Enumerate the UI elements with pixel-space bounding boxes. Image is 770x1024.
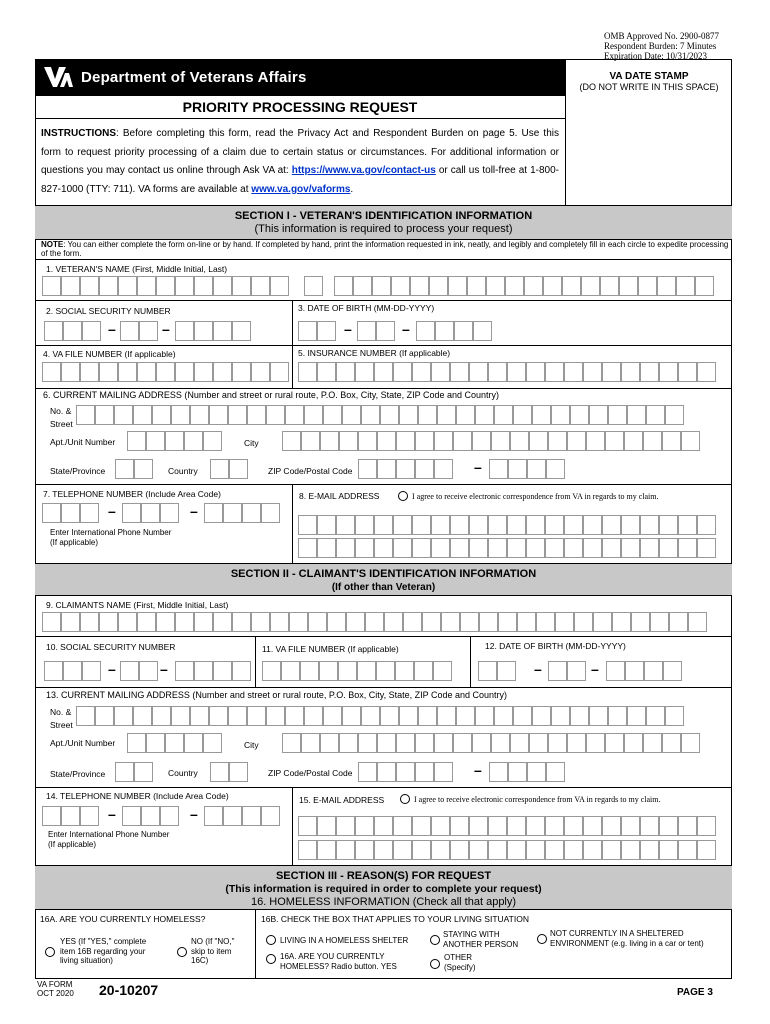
divider (292, 484, 293, 563)
homeless-no-radio[interactable] (177, 947, 187, 957)
veteran-phone-line[interactable] (204, 503, 280, 523)
no-line2: skip to item (191, 946, 232, 956)
no-label: No. & (50, 707, 72, 717)
zip-dash: – (474, 762, 482, 778)
section2-title: SECTION II - CLAIMANT'S IDENTIFICATION INFORMATION (230, 568, 537, 580)
shelter-radio[interactable] (266, 935, 276, 945)
ssn-dash: – (108, 321, 116, 337)
staying-with-radio[interactable] (430, 935, 440, 945)
veteran-street-boxes[interactable] (76, 405, 684, 425)
apt-label: Apt./Unit Number (50, 437, 116, 447)
city-label: City (244, 438, 259, 448)
va-form-label: VA FORM (37, 980, 73, 989)
not-sheltered-radio[interactable] (537, 934, 547, 944)
field2-label: 2. SOCIAL SECURITY NUMBER (46, 306, 171, 316)
veteran-phone-prefix[interactable] (122, 503, 179, 523)
va-logo-icon (43, 65, 73, 89)
field4-label: 4. VA FILE NUMBER (If applicable) (43, 349, 176, 359)
ssn-dash: – (160, 661, 168, 677)
claimant-dob-year[interactable] (606, 661, 682, 681)
country-label: Country (168, 768, 198, 778)
email-consent-text: I agree to receive electronic correspondence from VA in regards to my claim. (412, 492, 659, 501)
veteran-email-row1[interactable] (298, 515, 716, 535)
claimant-state-boxes[interactable] (115, 762, 153, 782)
intl-phone-note: (If applicable) (48, 840, 97, 849)
note-label: NOTE (41, 240, 64, 249)
veteran-state-boxes[interactable] (115, 459, 153, 479)
q16a-label: 16A. ARE YOU CURRENTLY HOMELESS? (40, 914, 206, 924)
no-line3: 16C) (191, 956, 209, 965)
apt-label: Apt./Unit Number (50, 738, 116, 748)
claimant-dob-month[interactable] (478, 661, 516, 681)
omb-block (604, 31, 719, 61)
veteran-insurance-boxes[interactable] (298, 362, 716, 382)
omb-burden: Respondent Burden: 7 Minutes (604, 41, 717, 51)
veteran-ssn-part3[interactable] (175, 321, 251, 341)
claimant-phone-prefix[interactable] (122, 806, 179, 826)
claimant-zip-ext-boxes[interactable] (489, 762, 565, 782)
zip-dash: – (474, 459, 482, 475)
other-line1: OTHER (444, 953, 472, 962)
ask-va-link[interactable]: https://www.va.gov/contact-us (291, 165, 436, 176)
phone-dash: – (190, 806, 198, 822)
email-consent-radio[interactable] (400, 794, 410, 804)
staying-with-label (443, 930, 518, 949)
divider (35, 300, 732, 301)
instructions-text1: : Before completing this form, read the Privacy Act and Respondent Burden on page 5. Use this form to request priority processing of a claim due to certain status or circumstances. For additional information or questions you may contact us online through Ask VA at: (41, 128, 559, 176)
country-label: Country (168, 466, 198, 476)
ssn-dash: – (108, 661, 116, 677)
city-label: City (244, 740, 259, 750)
phone-dash: – (108, 503, 116, 519)
field5-label: 5. INSURANCE NUMBER (If applicable) (298, 348, 451, 358)
phone-dash: – (108, 806, 116, 822)
divider (35, 388, 732, 389)
veteran-last-name-boxes[interactable] (334, 276, 714, 296)
divider (35, 345, 732, 346)
divider (35, 636, 732, 637)
street-label: Street (50, 419, 73, 429)
omb-approval: OMB Approved No. 2900-0877 (604, 31, 719, 41)
claimant-city-boxes[interactable] (282, 733, 700, 753)
claimant-street-boxes[interactable] (76, 706, 684, 726)
dob-dash: – (344, 321, 352, 337)
va-date-stamp (565, 59, 732, 205)
field7-label: 7. TELEPHONE NUMBER (Include Area Code) (43, 489, 221, 499)
agency-name: Department of Veterans Affairs (81, 68, 307, 86)
currently-homeless-label (280, 952, 397, 971)
claimant-ssn-part1[interactable] (44, 661, 101, 681)
ssn-dash: – (162, 321, 170, 337)
section3-subtitle: (This information is required in order to complete your request) (225, 883, 542, 895)
veteran-apt-boxes[interactable] (127, 431, 222, 451)
homeless-no-label (191, 937, 234, 966)
state-label: State/Province (50, 769, 106, 779)
divider (292, 300, 293, 388)
veteran-email-row2[interactable] (298, 538, 716, 558)
veteran-zip-boxes[interactable] (358, 459, 453, 479)
field13-label: 13. CURRENT MAILING ADDRESS (Number and street or rural route, P.O. Box, City, State, ZIP Code and Country) (46, 690, 508, 700)
divider (255, 910, 256, 979)
veteran-city-boxes[interactable] (282, 431, 700, 451)
other-line2: (Specify) (444, 962, 476, 972)
form-title: PRIORITY PROCESSING REQUEST (35, 95, 565, 119)
intl-phone-label: Enter International Phone Number (48, 830, 170, 839)
claimant-phone-area[interactable] (42, 806, 99, 826)
veteran-zip-ext-boxes[interactable] (489, 459, 565, 479)
form-date: OCT 2020 (37, 989, 74, 998)
claimant-email-row1[interactable] (298, 816, 716, 836)
instructions-label: INSTRUCTIONS (41, 128, 116, 139)
field12-label: 12. DATE OF BIRTH (MM-DD-YYYY) (485, 641, 626, 651)
dob-dash: – (402, 321, 410, 337)
street-label: Street (50, 720, 73, 730)
intl-phone-note: (If applicable) (50, 538, 99, 547)
va-forms-link[interactable]: www.va.gov/vaforms (251, 183, 351, 195)
divider (35, 787, 732, 788)
omb-expiration: Expiration Date: 10/31/2023 (604, 51, 707, 61)
section3-title: SECTION III - REASON(S) FOR REQUEST (275, 870, 492, 882)
field10-label: 10. SOCIAL SECURITY NUMBER (46, 642, 176, 652)
zip-label: ZIP Code/Postal Code (268, 466, 353, 476)
staying-line2: ANOTHER PERSON (443, 939, 519, 949)
veteran-dob-month[interactable] (298, 321, 336, 341)
footer-form-label (37, 980, 74, 998)
divider (35, 484, 732, 485)
other-radio[interactable] (430, 959, 440, 969)
claimant-apt-boxes[interactable] (127, 733, 222, 753)
field8-label: 8. E-MAIL ADDRESS (299, 491, 380, 501)
not-sheltered-line2: ENVIRONMENT (e.g. living in a car or tent) (550, 938, 704, 948)
section3-header (35, 865, 732, 910)
veteran-dob-day[interactable] (357, 321, 395, 341)
no-label: No. & (50, 406, 72, 416)
section1-subtitle: (This information is required to process your request) (254, 223, 513, 235)
field3-label: 3. DATE OF BIRTH (MM-DD-YYYY) (298, 303, 435, 313)
claimant-ssn-part3[interactable] (175, 661, 251, 681)
claimant-zip-boxes[interactable] (358, 762, 453, 782)
veteran-va-file-boxes[interactable] (42, 362, 289, 382)
intl-phone-label: Enter International Phone Number (50, 528, 172, 537)
veteran-dob-year[interactable] (416, 321, 492, 341)
email-consent-text: I agree to receive electronic correspondence from VA in regards to my claim. (414, 795, 661, 804)
no-line1: NO (If "NO," (191, 937, 235, 946)
section1-note (41, 240, 729, 258)
instructions-text3: . (350, 183, 354, 195)
email-consent-radio[interactable] (398, 491, 408, 501)
claimant-dob-day[interactable] (548, 661, 586, 681)
stamp-note: (DO NOT WRITE IN THIS SPACE) (579, 82, 719, 92)
field6-label: 6. CURRENT MAILING ADDRESS (Number and street or rural route, P.O. Box, City, State, ZIP Code and Country) (43, 390, 500, 400)
veteran-country-boxes[interactable] (210, 459, 248, 479)
dob-dash: – (591, 661, 599, 677)
agency-banner (35, 59, 565, 95)
currently-line1: 16A. ARE YOU CURRENTLY (280, 952, 385, 961)
field9-label: 9. CLAIMANTS NAME (First, Middle Initial, Last) (46, 600, 229, 610)
section1-header (35, 205, 732, 240)
yes-line2: item 16B regarding your (60, 946, 146, 956)
field15-label: 15. E-MAIL ADDRESS (299, 795, 385, 805)
yes-line3: living situation) (60, 956, 113, 965)
field11-label: 11. VA FILE NUMBER (If applicable) (262, 644, 399, 654)
section1-title: SECTION I - VETERAN'S IDENTIFICATION INFORMATION (234, 210, 533, 222)
claimant-country-boxes[interactable] (210, 762, 248, 782)
claimant-email-row2[interactable] (298, 840, 716, 860)
claimant-phone-line[interactable] (204, 806, 280, 826)
yes-line1: YES (If "YES," complete (60, 937, 147, 946)
page-number: PAGE 3 (677, 987, 713, 998)
section2-header (35, 563, 732, 596)
divider (35, 687, 732, 688)
form-number: 20-10207 (99, 982, 159, 998)
phone-dash: – (190, 503, 198, 519)
q16b-label: 16B. CHECK THE BOX THAT APPLIES TO YOUR LIVING SITUATION (261, 914, 529, 924)
homeless-yes-label (60, 937, 146, 966)
section2-subtitle: (If other than Veteran) (331, 582, 436, 593)
veteran-middle-initial-box[interactable] (304, 276, 323, 296)
divider (292, 787, 293, 865)
veteran-phone-area[interactable] (42, 503, 99, 523)
instructions-text2: or call us toll-free at 1-800-827-1000 (TTY: 711). VA forms are available at (41, 165, 560, 195)
field1-label: 1. VETERAN'S NAME (First, Middle Initial, Last) (46, 264, 228, 274)
other-label (444, 953, 476, 972)
stamp-title: VA DATE STAMP (609, 71, 689, 82)
divider (35, 259, 732, 260)
instructions (41, 125, 559, 199)
claimant-ssn-part2[interactable] (120, 661, 158, 681)
claimant-name-boxes[interactable] (42, 612, 707, 632)
veteran-first-name-boxes[interactable] (42, 276, 289, 296)
shelter-label: LIVING IN A HOMELESS SHELTER (280, 936, 409, 945)
dob-dash: – (534, 661, 542, 677)
not-sheltered-line1: NOT CURRENTLY IN A SHELTERED (550, 929, 684, 938)
zip-label: ZIP Code/Postal Code (268, 768, 353, 778)
veteran-ssn-part1[interactable] (44, 321, 101, 341)
not-sheltered-label (550, 929, 704, 948)
homeless-yes-radio[interactable] (45, 947, 55, 957)
divider (470, 636, 471, 687)
state-label: State/Province (50, 466, 106, 476)
currently-homeless-radio[interactable] (266, 954, 276, 964)
field14-label: 14. TELEPHONE NUMBER (Include Area Code) (46, 791, 229, 801)
currently-line2: HOMELESS? Radio button. YES (280, 961, 397, 971)
homeless-info-title: 16. HOMELESS INFORMATION (Check all that apply) (250, 896, 517, 908)
claimant-va-file-boxes[interactable] (262, 661, 452, 681)
veteran-ssn-part2[interactable] (120, 321, 158, 341)
divider (255, 636, 256, 687)
note-text: : You can either complete the form on-line or by hand. If completed by hand, print the information requested in ink, neatly, and legibly and completely fill in each circle to expedite processing of the form. (41, 240, 729, 258)
staying-line1: STAYING WITH (443, 930, 500, 939)
